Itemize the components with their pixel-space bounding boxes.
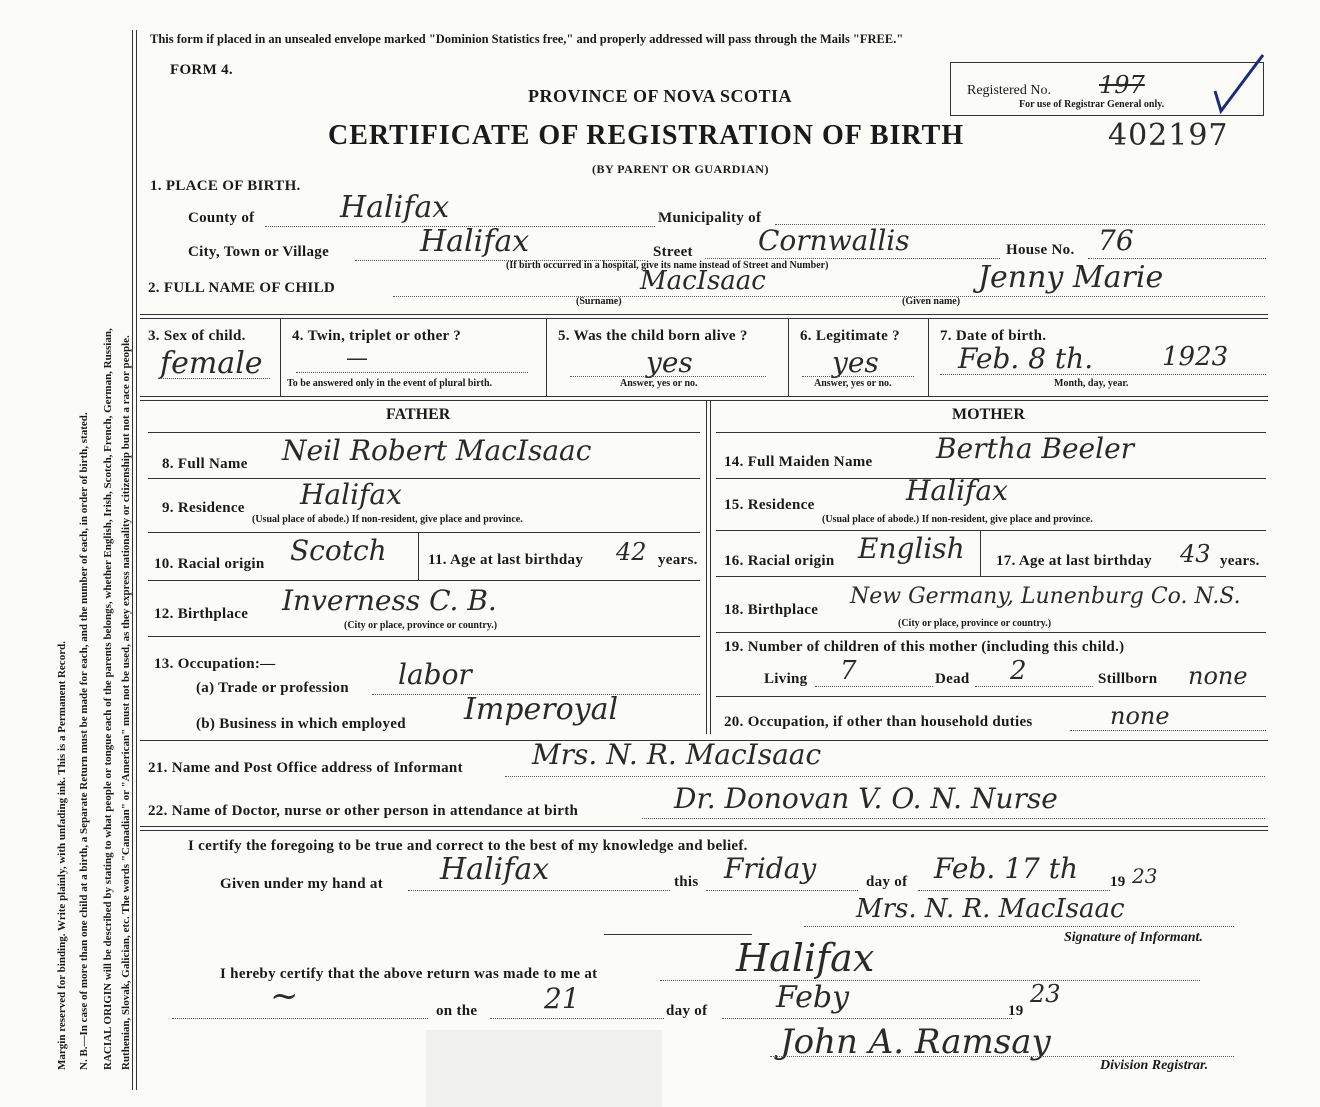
rule xyxy=(140,830,1268,831)
registrar-day-of-label: day of xyxy=(666,1003,708,1019)
given-label: Given under my hand at xyxy=(220,876,384,892)
registrar-sig-line xyxy=(770,1056,1234,1057)
doctor-label: 22. Name of Doctor, nurse or other person in attendance at birth xyxy=(148,803,579,819)
mother-years: years. xyxy=(1220,553,1260,569)
father-age-label: 11. Age at last birthday xyxy=(428,552,584,568)
rule xyxy=(706,400,707,734)
rule xyxy=(140,400,1268,401)
stillborn-label: Stillborn xyxy=(1098,671,1158,687)
mother-occ-label: 20. Occupation, if other than household duties xyxy=(724,714,1033,730)
mother-age: 43 xyxy=(1180,540,1211,568)
dead-value: 2 xyxy=(1010,656,1027,686)
registrar-line xyxy=(172,1018,428,1019)
father-race: Scotch xyxy=(290,534,387,567)
rule xyxy=(148,432,700,433)
mother-birthplace: New Germany, Lunenburg Co. N.S. xyxy=(850,584,1241,609)
father-years: years. xyxy=(658,552,698,568)
dob-month-day: Feb. 8 th. xyxy=(958,342,1094,375)
stillborn-value: none xyxy=(1188,662,1248,690)
alive-value: yes xyxy=(646,346,693,379)
province-heading: PROVINCE OF NOVA SCOTIA xyxy=(528,86,793,106)
on-day-value: 21 xyxy=(544,982,580,1015)
father-res-note: (Usual place of abode.) If non-resident, give place and province. xyxy=(252,514,523,525)
house-value: 76 xyxy=(1098,224,1134,257)
this-line xyxy=(706,890,858,891)
binding-margin xyxy=(50,30,140,1090)
alive-label: 5. Was the child born alive ? xyxy=(558,328,748,344)
rule xyxy=(148,580,700,581)
rule xyxy=(148,532,700,533)
on-day-line xyxy=(490,1018,664,1019)
rule xyxy=(710,400,711,734)
alive-note: Answer, yes or no. xyxy=(620,378,698,389)
rule xyxy=(148,636,700,637)
county-label: County of xyxy=(188,210,255,226)
this-label: this xyxy=(674,874,699,890)
doctor-value: Dr. Donovan V. O. N. Nurse xyxy=(674,782,1058,815)
father-bp-note: (City or place, province or country.) xyxy=(344,620,498,631)
margin-rule-inner xyxy=(136,30,137,1090)
hospital-note: (If birth occurred in a hospital, give its name instead of Street and Number) xyxy=(506,260,829,271)
given-name-note: (Given name) xyxy=(902,296,961,307)
paper-patch xyxy=(426,1030,662,1107)
child-name-label: 2. FULL NAME OF CHILD xyxy=(148,280,336,296)
registrar-month: Feby xyxy=(776,980,850,1015)
rule xyxy=(546,318,547,396)
certificate-number: 402197 xyxy=(1108,118,1229,153)
living-label: Living xyxy=(764,671,808,687)
father-heading: FATHER xyxy=(386,406,451,423)
rule xyxy=(140,396,1268,397)
registrar-text: I hereby certify that the above return was made to me at xyxy=(220,966,598,982)
informant-value: Mrs. N. R. MacIsaac xyxy=(532,738,822,771)
margin-rule xyxy=(132,30,133,1090)
given-line xyxy=(408,890,670,891)
registered-box xyxy=(950,62,1264,116)
surname-note: (Surname) xyxy=(576,296,622,307)
alive-line xyxy=(570,376,766,377)
mother-bp-label: 18. Birthplace xyxy=(724,602,819,618)
rule xyxy=(140,826,1268,827)
mother-residence-label: 15. Residence xyxy=(724,497,815,513)
twin-label: 4. Twin, triplet or other ? xyxy=(292,328,462,344)
house-label: House No. xyxy=(1006,242,1075,258)
margin-note-4: Ruthenian, Slovak, Galician, etc. The words "Canadian" or "American" must not be used, as they express nationality or citizenship but not a race or people. xyxy=(120,335,132,1070)
mother-name-label: 14. Full Maiden Name xyxy=(724,454,873,470)
margin-note-3: RACIAL ORIGIN will be described by stating to what people or tongue each of the parents belongs, whether English, Irish, Scotch, French, German, Russian, xyxy=(102,328,114,1070)
doctor-line xyxy=(642,818,1265,819)
form-number: FORM 4. xyxy=(170,62,233,78)
sex-value: female xyxy=(160,346,263,381)
father-occ-label: 13. Occupation:— xyxy=(154,656,276,672)
mother-maiden-name: Bertha Beeler xyxy=(936,432,1135,465)
mother-occupation: none xyxy=(1110,702,1170,730)
registrar-year-prefix: 19 xyxy=(1008,1003,1024,1019)
child-given-name: Jenny Marie xyxy=(978,260,1164,295)
legit-label: 6. Legitimate ? xyxy=(800,328,900,344)
living-line xyxy=(815,686,933,687)
informant-sig-label: Signature of Informant. xyxy=(1064,930,1203,945)
twin-note: To be answered only in the event of plural birth. xyxy=(287,378,493,389)
day-of-label: day of xyxy=(866,874,908,890)
legit-line xyxy=(802,376,914,377)
mother-race: English xyxy=(858,532,965,565)
rule xyxy=(716,576,1266,577)
dob-year: 1923 xyxy=(1162,342,1229,372)
mother-heading: MOTHER xyxy=(952,406,1025,423)
registrar-year: 23 xyxy=(1030,980,1061,1008)
dob-label: 7. Date of birth. xyxy=(940,328,1047,344)
sex-line xyxy=(158,378,270,379)
child-surname: MacIsaac xyxy=(640,266,766,296)
dob-line xyxy=(940,374,1266,375)
registrar-place-line xyxy=(660,980,1200,981)
check-mark-icon xyxy=(1209,51,1269,117)
year-value: 23 xyxy=(1132,864,1158,888)
father-bp-label: 12. Birthplace xyxy=(154,606,249,622)
rule xyxy=(140,318,1268,319)
year-prefix: 19 xyxy=(1110,874,1126,890)
dob-note: Month, day, year. xyxy=(1054,378,1129,389)
informant-label: 21. Name and Post Office address of Informant xyxy=(148,760,463,776)
county-value: Halifax xyxy=(340,190,450,225)
house-line xyxy=(1088,258,1266,259)
legit-value: yes xyxy=(832,346,879,379)
margin-note-2: N. B.—In case of more than one child at a birth, a Separate Return must be made for each, and the number of each, in order of birth, stated. xyxy=(78,412,90,1070)
given-place: Halifax xyxy=(440,852,550,887)
father-business: Imperoyal xyxy=(464,692,619,727)
day-of-value: Feb. 17 th xyxy=(934,852,1079,885)
registered-value: 197 xyxy=(1099,71,1145,99)
municipality-label: Municipality of xyxy=(658,210,762,226)
rule xyxy=(928,318,929,396)
living-value: 7 xyxy=(840,656,857,686)
rule xyxy=(604,934,752,935)
father-residence: Halifax xyxy=(300,478,402,511)
dead-label: Dead xyxy=(935,671,970,687)
postage-notice: This form if placed in an unsealed envelope marked "Dominion Statistics free," and properly addressed will pass through the Mails "FREE." xyxy=(150,32,904,46)
father-trade: labor xyxy=(398,658,472,691)
father-name: Neil Robert MacIsaac xyxy=(282,434,592,467)
father-trade-label: (a) Trade or profession xyxy=(196,680,349,696)
dead-line xyxy=(975,686,1093,687)
legit-note: Answer, yes or no. xyxy=(814,378,892,389)
rule xyxy=(716,632,1266,633)
certify-text: I certify the foregoing to be true and correct to the best of my knowledge and belief. xyxy=(188,838,748,854)
mother-age-label: 17. Age at last birthday xyxy=(996,553,1152,569)
place-heading: 1. PLACE OF BIRTH. xyxy=(150,178,301,194)
informant-signature: Mrs. N. R. MacIsaac xyxy=(856,894,1125,924)
mother-res-note: (Usual place of abode.) If non-resident, give place and province. xyxy=(822,514,1093,525)
day-of-line xyxy=(918,890,1110,891)
sig-line xyxy=(804,926,1234,927)
city-value: Halifax xyxy=(420,224,530,259)
registrar-note: For use of Registrar General only. xyxy=(1019,99,1165,110)
child-name-line xyxy=(393,296,1265,297)
page-title: CERTIFICATE OF REGISTRATION OF BIRTH xyxy=(328,120,965,151)
father-race-label: 10. Racial origin xyxy=(154,556,265,572)
this-day: Friday xyxy=(724,852,817,885)
street-label: Street xyxy=(653,244,693,260)
father-business-label: (b) Business in which employed xyxy=(196,716,406,732)
twin-value: — xyxy=(346,346,368,371)
twin-line xyxy=(296,372,528,373)
registrar-mark: ~ xyxy=(270,976,299,1016)
mother-race-label: 16. Racial origin xyxy=(724,553,835,569)
division-registrar-label: Division Registrar. xyxy=(1100,1058,1209,1073)
father-age: 42 xyxy=(616,538,647,566)
mother-occ-line xyxy=(1070,730,1266,731)
margin-note-1: Margin reserved for binding. Write plainly, with unfading ink. This is a Permanent Record. xyxy=(56,641,68,1070)
rule xyxy=(716,530,1266,531)
rule xyxy=(140,314,1268,315)
mother-children-label: 19. Number of children of this mother (including this child.) xyxy=(724,639,1125,655)
page-subtitle: (BY PARENT OR GUARDIAN) xyxy=(592,162,769,176)
registered-label: Registered No. xyxy=(967,83,1051,98)
father-residence-label: 9. Residence xyxy=(162,500,245,516)
rule xyxy=(280,318,281,396)
street-line xyxy=(705,258,1000,259)
registrar-place: Halifax xyxy=(736,936,875,980)
rule xyxy=(418,532,419,580)
on-the-label: on the xyxy=(436,1003,478,1019)
mother-bp-note: (City or place, province or country.) xyxy=(898,618,1052,629)
sex-label: 3. Sex of child. xyxy=(148,328,246,344)
rule xyxy=(148,478,700,479)
rule xyxy=(716,696,1266,697)
informant-line xyxy=(505,776,1265,777)
father-birthplace: Inverness C. B. xyxy=(282,584,497,617)
rule xyxy=(980,530,981,576)
month-line xyxy=(722,1018,1012,1019)
rule xyxy=(788,318,789,396)
father-name-label: 8. Full Name xyxy=(162,456,248,472)
street-value: Cornwallis xyxy=(758,224,910,257)
city-label: City, Town or Village xyxy=(188,244,330,260)
mother-residence: Halifax xyxy=(906,474,1008,507)
registrar-signature: John A. Ramsay xyxy=(780,1022,1051,1062)
